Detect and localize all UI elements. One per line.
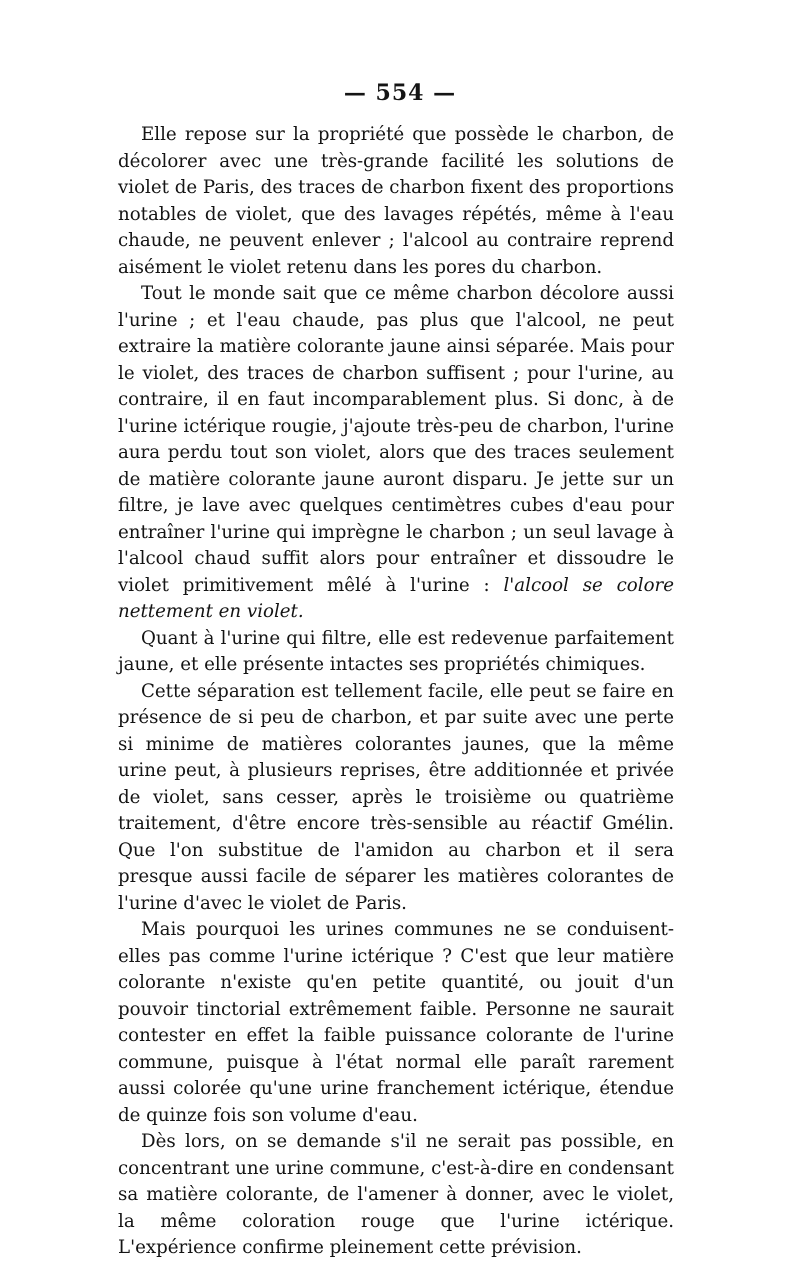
paragraph-3: Quant à l'urine qui filtre, elle est redevenue parfaitement jaune, et elle présente intactes ses propriétés chimiques. — [118, 627, 674, 675]
page-number: — 554 — — [343, 80, 457, 106]
paragraph-1: Elle repose sur la propriété que possède le charbon, de décolorer avec une très-grande facilité les solutions de violet de Paris, des traces de charbon fixent des proportions notables de violet, que des lavages répétés, même à l'eau chaude, ne peuvent enlever ; l'alcool au contraire reprend aisément le violet retenu dans les pores du charbon. — [118, 124, 674, 278]
paragraph-5: Mais pourquoi les urines communes ne se conduisent-elles pas comme l'urine ictérique ? C'est que leur matière colorante n'existe qu'en petite quantité, ou jouit d'un pouvoir tinctorial extrêmement faible. Personne ne saurait contester en effet la faible puissance colorante de l'urine commune, puisque à l'état normal elle paraît rarement aussi colorée qu'une urine franchement ictérique, étendue de quinze fois son volume d'eau. — [118, 919, 674, 1126]
paragraph-4: Cette séparation est tellement facile, elle peut se faire en présence de si peu de charbon, et par suite avec une perte si minime de matières colorantes jaunes, que la même urine peut, à plusieurs reprises, être additionnée et privée de violet, sans cesser, après le troisième ou quatrième traitement, d'être encore très-sensible au réactif Gmélin. Que l'on substitue de l'amidon au charbon et il sera presque aussi facile de séparer les matières colorantes de l'urine d'avec le violet de Paris. — [118, 680, 674, 914]
paragraph-2 — [118, 281, 674, 626]
paragraph-6: Dès lors, on se demande s'il ne serait pas possible, en concentrant une urine commune, c'est-à-dire en condensant sa matière colorante, de l'amener à donner, avec le violet, la même coloration rouge que l'urine ictérique. L'expérience confirme pleinement cette prévision. — [118, 1131, 674, 1258]
paragraph-2-text: Tout le monde sait que ce même charbon décolore aussi l'urine ; et l'eau chaude, pas plus que l'alcool, ne peut extraire la matière colorante jaune ainsi séparée. Mais pour le violet, des traces de charbon suffisent ; pour l'urine, au contraire, il en faut incomparablement plus. Si donc, à de l'urine ictérique rougie, j'ajoute très-peu de charbon, l'urine aura perdu tout son violet, alors que des traces seulement de matière colorante jaune auront disparu. Je jette sur un filtre, je lave avec quelques centimètres cubes d'eau pour entraîner l'urine qui imprègne le charbon ; un seul lavage à l'alcool chaud suffit alors pour entraîner et dissoudre le violet primitivement mêlé à l'urine : — [118, 283, 674, 596]
paragraph-2-emphasis: l'alcool se colore nettement en violet. — [118, 574, 674, 622]
body-text — [118, 122, 674, 1262]
